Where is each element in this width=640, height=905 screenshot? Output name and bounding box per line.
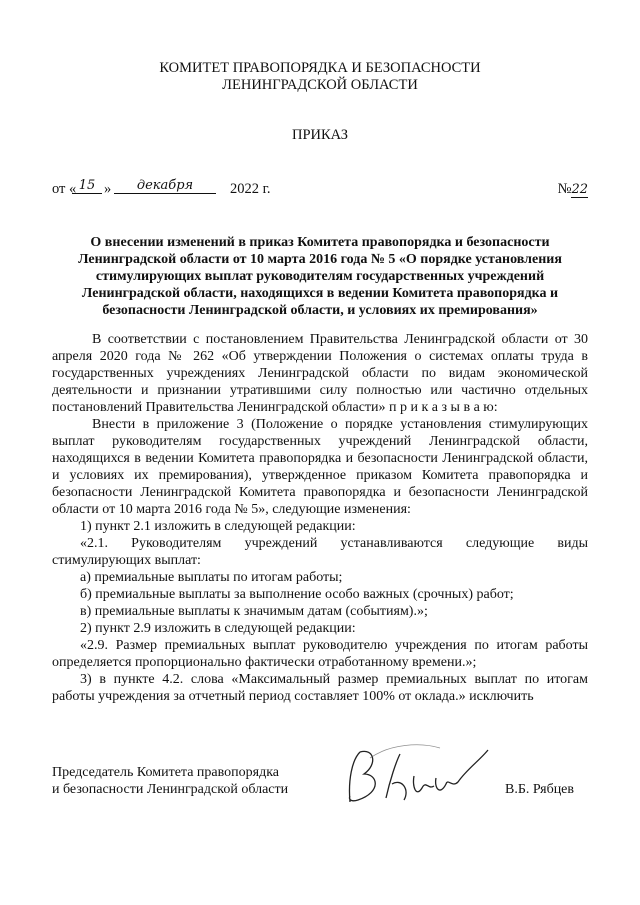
- number-label: №: [557, 181, 572, 197]
- list-item: «2.1. Руководителям учреждений устанавливаются следующие виды стимулирующих выплат:: [52, 536, 588, 568]
- document-type: ПРИКАЗ: [291, 127, 349, 143]
- signatory-name: В.Б. Рябцев: [505, 782, 575, 797]
- paragraph-main: Внести в приложение 3 (Положение о порядке установления стимулирующих выплат руководителям государственных учреждений Ленинградской области, находящихся в ведении Комитета правопорядка и безопасности Ленинградской области, и условиях их премирования), утвержденное приказом Комитета правопорядка и безопасности Ленинградской Комитета правопорядка и безопасности Ленинградской области от 10 марта 2016 года № 5», следующие изменения:: [52, 417, 588, 517]
- signatory-title: [52, 764, 288, 798]
- list-item: 3) в пункте 4.2. слова «Максимальный размер премиальных выплат по итогам работы учреждения за отчетный период составляет 100% от оклада.» исключить: [52, 672, 588, 704]
- paragraph-preamble: В соответствии с постановлением Правительства Ленинградской области от 30 апреля 2020 года № 262 «Об утверждении Положения о системах оплаты труда в государственных учреждениях Ленинградской области по видам экономической деятельности и признании утратившими силу полностью или частично отдельных постановлений Правительства Ленинградской области» п р и к а з ы в а ю:: [52, 332, 588, 415]
- org-line-1: КОМИТЕТ ПРАВОПОРЯДКА И БЕЗОПАСНОСТИ: [159, 60, 481, 76]
- date-prefix: от «: [52, 181, 77, 197]
- list-item: 2) пункт 2.9 изложить в следующей редакции:: [80, 621, 356, 636]
- number-value: 22: [571, 182, 588, 197]
- order-body: [52, 331, 588, 705]
- signatory-title-line-1: Председатель Комитета правопорядка: [52, 765, 279, 780]
- order-number: [558, 181, 588, 198]
- date-month: декабря: [114, 178, 216, 194]
- order-heading: О внесении изменений в приказ Комитета правопорядка и безопасности Ленинградской области от 10 марта 2016 года № 5 «О порядке установления стимулирующих выплат руководителям государственных учреждений Ленинградской области, находящихся в ведении Комитета правопорядка и безопасности Ленинградской области, и условиях их премирования»: [78, 235, 562, 318]
- list-item: а) премиальные выплаты по итогам работы;: [80, 570, 343, 585]
- signatory-title-line-2: и безопасности Ленинградской области: [52, 782, 289, 797]
- date-day: 15: [72, 178, 102, 194]
- list-item: «2.9. Размер премиальных выплат руководителю учреждения по итогам работы определяется пропорционально фактически отработанному времени.»;: [52, 638, 588, 670]
- list-item: б) премиальные выплаты за выполнение особо важных (срочных) работ;: [80, 587, 514, 602]
- list-item: 1) пункт 2.1 изложить в следующей редакции:: [80, 519, 356, 534]
- organization-name: [0, 60, 640, 94]
- org-line-2: ЛЕНИНГРАДСКОЙ ОБЛАСТИ: [222, 77, 418, 93]
- list-item: в) премиальные выплаты к значимым датам (событиям).»;: [80, 604, 428, 619]
- date-separator: »: [104, 181, 112, 197]
- handwritten-signature: [330, 740, 500, 820]
- date-year: 2022 г.: [230, 181, 271, 197]
